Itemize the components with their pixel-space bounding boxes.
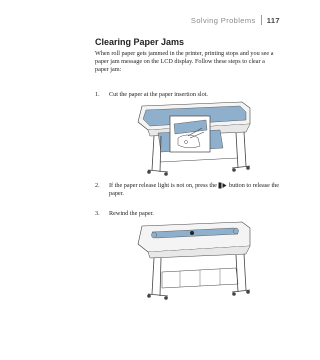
- step-number: 1.: [95, 91, 100, 98]
- step-text: [109, 182, 280, 198]
- section-title: Clearing Paper Jams: [95, 37, 185, 47]
- step-text-before: If the paper release light is not on, press the: [109, 182, 217, 189]
- step-text: Rewind the paper.: [109, 210, 154, 217]
- header-divider: [261, 15, 262, 25]
- running-header: [191, 15, 280, 25]
- page-number: 117: [266, 15, 280, 25]
- step-number: 2.: [95, 182, 100, 189]
- step-3: [95, 210, 280, 218]
- step-number: 3.: [95, 210, 100, 217]
- printer-cutting-paper-illustration: [128, 100, 253, 178]
- intro-paragraph: When roll paper gets jammed in the printer, printing stops and you see a paper jam message on the LCD display. Follow these steps to clear a paper jam:: [95, 50, 274, 74]
- printer-rewind-illustration: [128, 220, 253, 303]
- step-2: [95, 182, 280, 198]
- step-text-after: button to release the paper.: [109, 182, 279, 198]
- step-text: Cut the paper at the paper insertion slot.: [109, 91, 208, 98]
- paper-release-icon: [218, 182, 227, 189]
- header-section-title: Solving Problems: [190, 15, 256, 25]
- step-1: [95, 91, 280, 99]
